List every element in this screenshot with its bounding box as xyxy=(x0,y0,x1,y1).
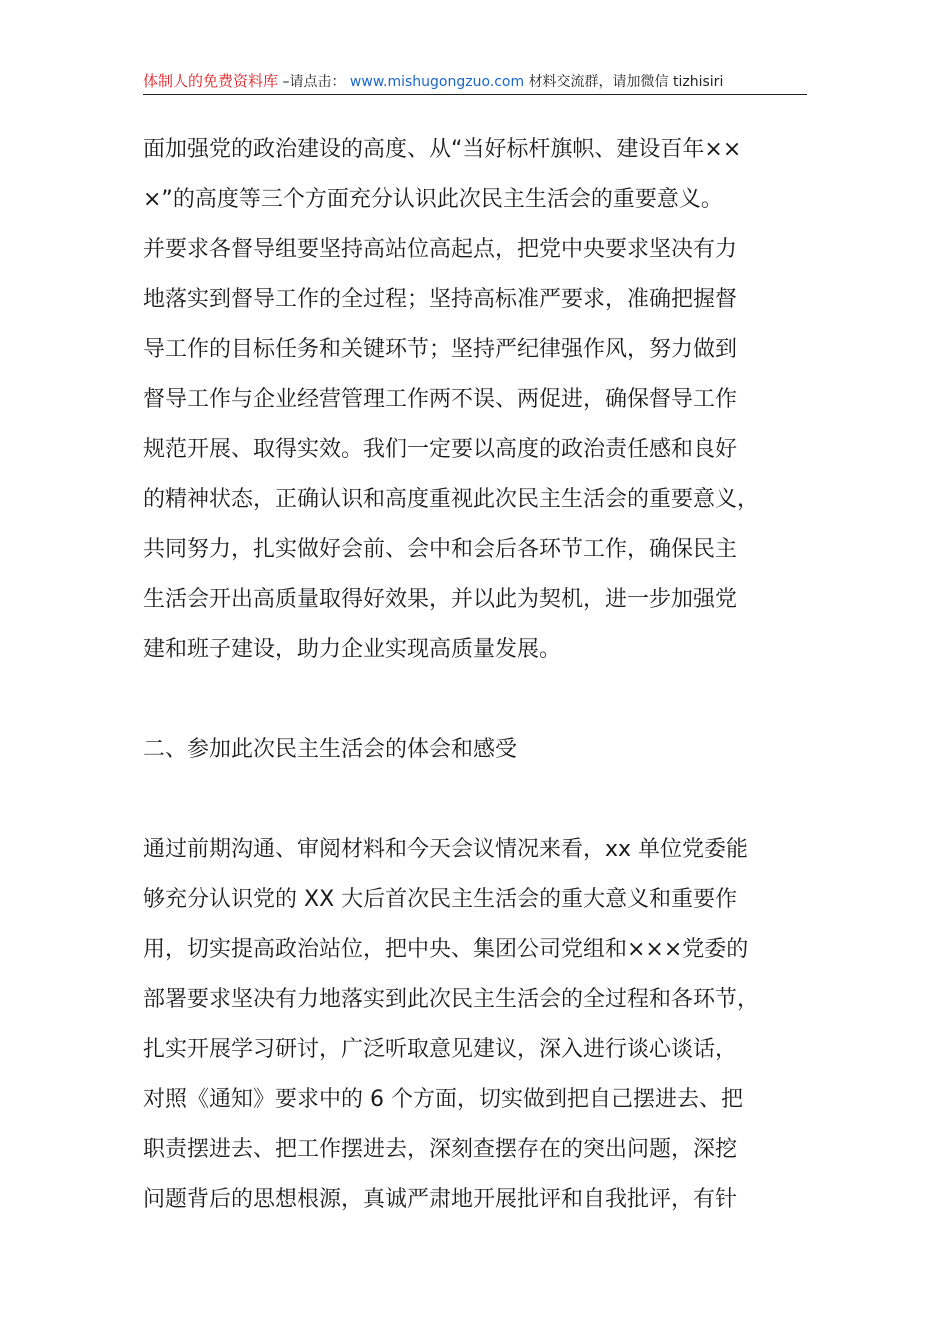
text-line: 共同努力，扎实做好会前、会中和会后各环节工作，确保民主 xyxy=(143,537,738,562)
text-line: 导工作的目标任务和关键环节；坚持严纪律强作风，努力做到 xyxy=(143,337,738,362)
header-prompt: –请点击： xyxy=(282,74,346,90)
header-link[interactable]: www.mishugongzuo.com xyxy=(349,74,525,90)
document-body xyxy=(143,125,811,1225)
paragraph-1 xyxy=(143,125,811,675)
text-line: 够充分认识党的 XX 大后首次民主生活会的重大意义和重要作 xyxy=(143,887,738,912)
paragraph-gap xyxy=(143,675,811,725)
text-line: 通过前期沟通、审阅材料和今天会议情况来看，xx 单位党委能 xyxy=(143,837,749,862)
text-line: 生活会开出高质量取得好效果，并以此为契机，进一步加强党 xyxy=(143,587,738,612)
page-header xyxy=(143,70,807,95)
text-line: 规范开展、取得实效。我们一定要以高度的政治责任感和良好 xyxy=(143,437,738,462)
header-brand: 体制人的免费资料库 xyxy=(143,72,279,90)
text-line: ×”的高度等三个方面充分认识此次民主生活会的重要意义。 xyxy=(143,187,723,212)
text-line: 督导工作与企业经营管理工作两不误、两促进，确保督导工作 xyxy=(143,387,738,412)
text-line: 部署要求坚决有力地落实到此次民主生活会的全过程和各环节， xyxy=(143,987,760,1012)
section-heading: 二、参加此次民主生活会的体会和感受 xyxy=(143,737,518,762)
header-suffix: 材料交流群，请加微信 tizhisiri xyxy=(528,74,724,90)
text-line: 用，切实提高政治站位，把中央、集团公司党组和×××党委的 xyxy=(143,937,749,962)
text-line: 扎实开展学习研讨，广泛听取意见建议，深入进行谈心谈话， xyxy=(143,1037,738,1062)
text-line: 对照《通知》要求中的 6 个方面，切实做到把自己摆进去、把 xyxy=(143,1087,743,1112)
text-line: 职责摆进去、把工作摆进去，深刻查摆存在的突出问题，深挖 xyxy=(143,1137,738,1162)
text-line: 问题背后的思想根源，真诚严肃地开展批评和自我批评，有针 xyxy=(143,1187,738,1212)
paragraph-gap xyxy=(143,775,811,825)
text-line: 的精神状态，正确认识和高度重视此次民主生活会的重要意义， xyxy=(143,487,760,512)
text-line: 地落实到督导工作的全过程；坚持高标准严要求，准确把握督 xyxy=(143,287,738,312)
text-line: 建和班子建设，助力企业实现高质量发展。 xyxy=(143,637,562,662)
paragraph-2 xyxy=(143,825,811,1225)
text-line: 面加强党的政治建设的高度、从“当好标杆旗帜、建设百年×× xyxy=(143,137,742,162)
text-line: 并要求各督导组要坚持高站位高起点，把党中央要求坚决有力 xyxy=(143,237,738,262)
